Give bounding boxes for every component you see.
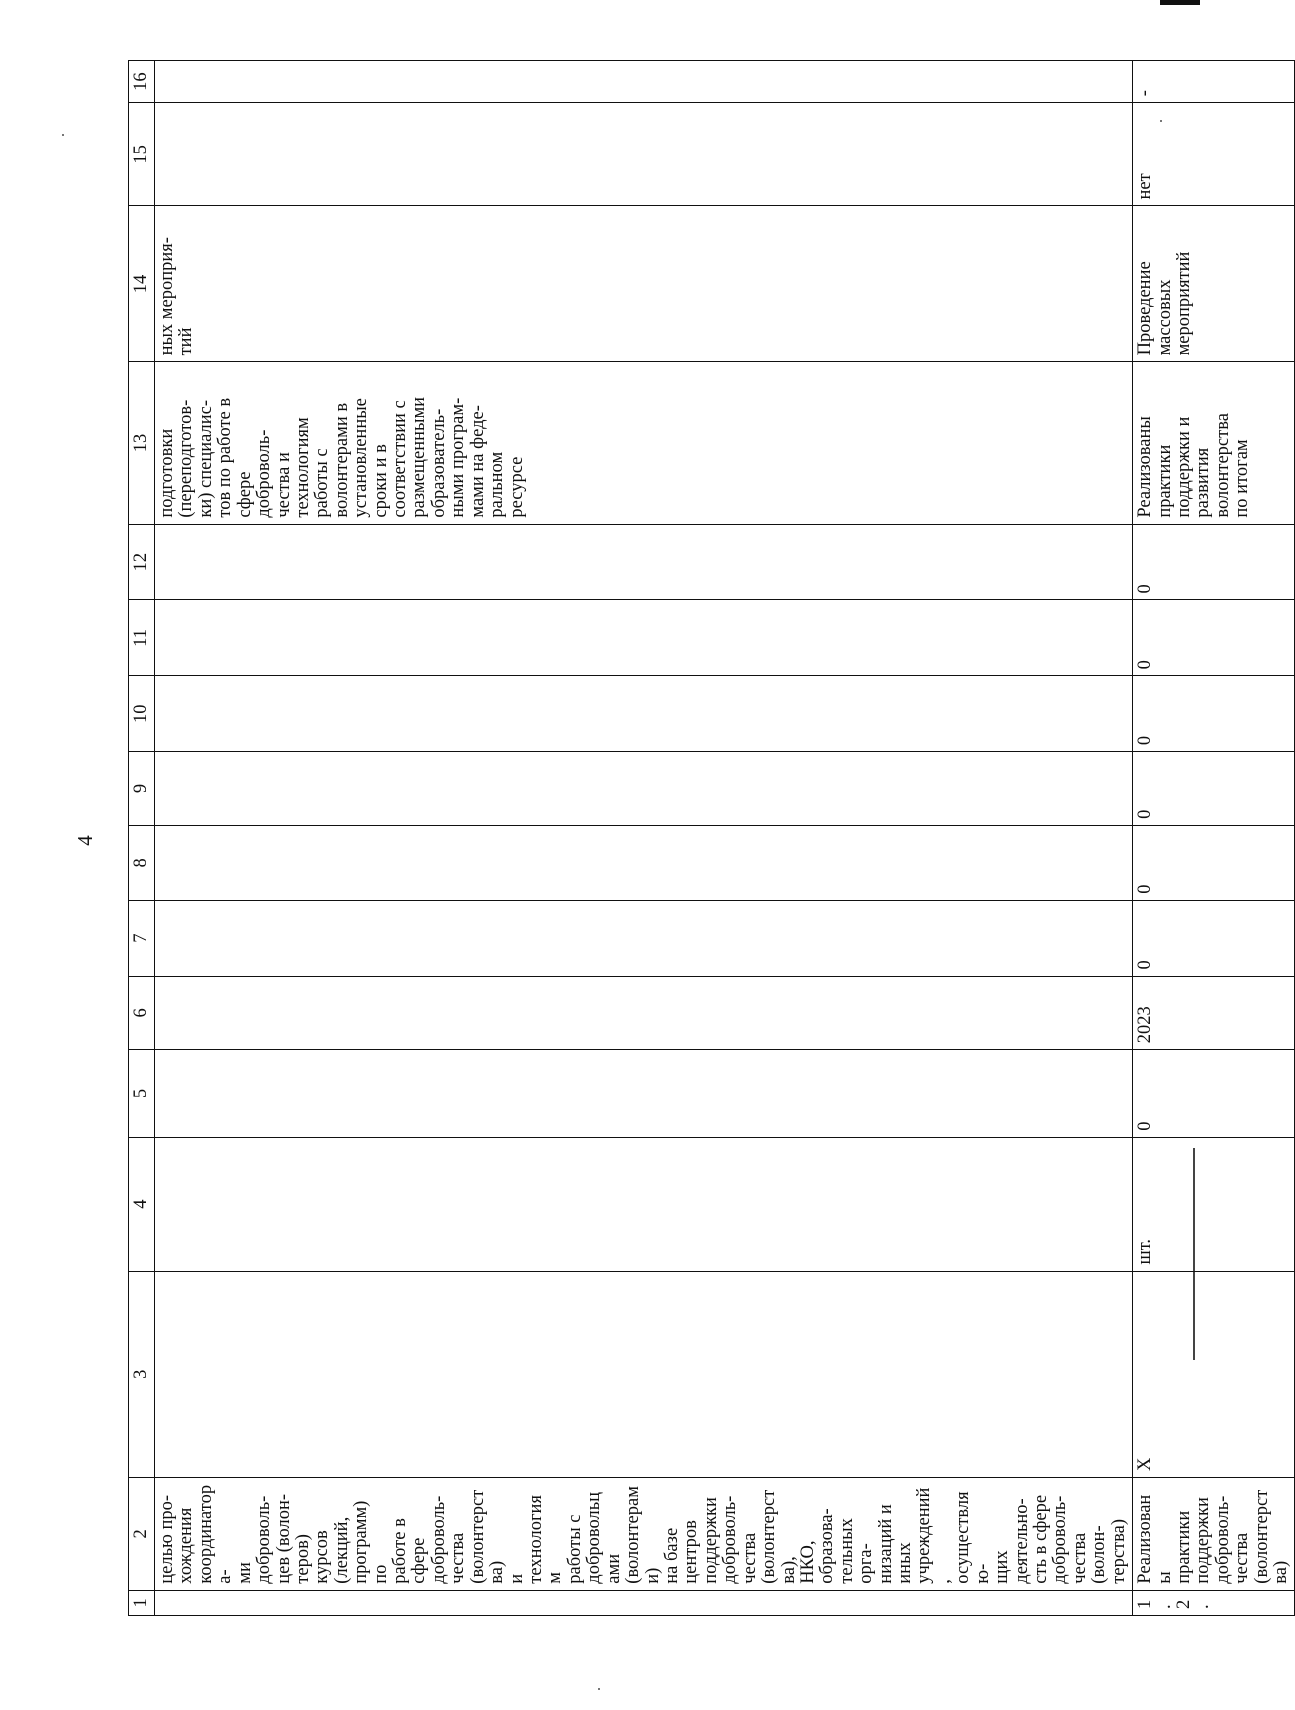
table-cell xyxy=(155,1271,1133,1477)
rotated-table-container xyxy=(128,60,1292,1616)
column-header: 4 xyxy=(129,1137,155,1271)
table-cell xyxy=(155,1590,1133,1615)
table-cell xyxy=(155,103,1133,206)
table-row xyxy=(1133,61,1295,1616)
column-header: 13 xyxy=(129,362,155,524)
scan-edge-mark xyxy=(1160,0,1200,5)
table-cell: 0 xyxy=(1133,752,1295,826)
table-cell: целью про- хождения координатора- ми доброволь- цев (волон- теров) курсов (лекций, программ) по работе в сфере доброволь- чества (волонтерства) и технологиям работы с добровольцами (волонтерами) на базе центров поддержки доброволь- чества (волонтерства), НКО, образова- тельных орга- низаций и иных учреждений, осуществляю- щих деятельно- сть в сфере доброволь- чества (волон- терства) xyxy=(155,1478,1133,1591)
table-header-row xyxy=(129,61,155,1616)
table-cell: Реализованы практики поддержки доброволь- чества (волонтерства) xyxy=(1133,1478,1295,1591)
table-cell: Х xyxy=(1133,1271,1295,1477)
column-header: 16 xyxy=(129,61,155,103)
column-header: 5 xyxy=(129,1050,155,1137)
column-header: 12 xyxy=(129,524,155,600)
table-cell xyxy=(155,524,1133,600)
table-cell xyxy=(155,600,1133,676)
table-cell: 0 xyxy=(1133,676,1295,752)
table-cell xyxy=(155,752,1133,826)
table-cell: - xyxy=(1133,61,1295,103)
column-header: 7 xyxy=(129,900,155,976)
table-cell xyxy=(155,1137,1133,1271)
column-header: 15 xyxy=(129,103,155,206)
table-cell xyxy=(155,61,1133,103)
table-row xyxy=(155,61,1133,1616)
table-cell: Проведение массовых мероприятий xyxy=(1133,206,1295,362)
column-header: 11 xyxy=(129,600,155,676)
column-header: 14 xyxy=(129,206,155,362)
column-header: 6 xyxy=(129,976,155,1050)
column-header: 8 xyxy=(129,825,155,900)
column-header: 9 xyxy=(129,752,155,826)
table-cell xyxy=(155,825,1133,900)
table-cell: шт. xyxy=(1133,1137,1295,1271)
page-number: 4 xyxy=(72,835,97,846)
table-cell xyxy=(155,976,1133,1050)
scan-speck xyxy=(62,134,64,136)
data-table xyxy=(128,60,1295,1616)
table-cell: 2023 xyxy=(1133,976,1295,1050)
table-cell: 1.2. xyxy=(1133,1590,1295,1615)
table-cell: 0 xyxy=(1133,1050,1295,1137)
table-cell: подготовки (переподготов- ки) специалис- тов по работе в сфере доброволь- чества и технологиям работы с волонтерами в установленные сроки и в соответствии с размещенными образователь- ными програм- мами на феде- ральном ресурсе xyxy=(155,362,1133,524)
table-cell: ных мероприя- тий xyxy=(155,206,1133,362)
column-header: 1 xyxy=(129,1590,155,1615)
table-cell: 0 xyxy=(1133,600,1295,676)
table-cell: 0 xyxy=(1133,825,1295,900)
table-cell xyxy=(155,676,1133,752)
column-header: 10 xyxy=(129,676,155,752)
table-cell: нет xyxy=(1133,103,1295,206)
table-cell xyxy=(155,1050,1133,1137)
table-cell: 0 xyxy=(1133,900,1295,976)
column-header: 2 xyxy=(129,1478,155,1591)
column-header: 3 xyxy=(129,1271,155,1477)
table-cell xyxy=(155,900,1133,976)
table-cell: Реализованы практики поддержки и развития волонтерства по итогам xyxy=(1133,362,1295,524)
table-cell: 0 xyxy=(1133,524,1295,600)
scan-speck xyxy=(598,1688,600,1690)
